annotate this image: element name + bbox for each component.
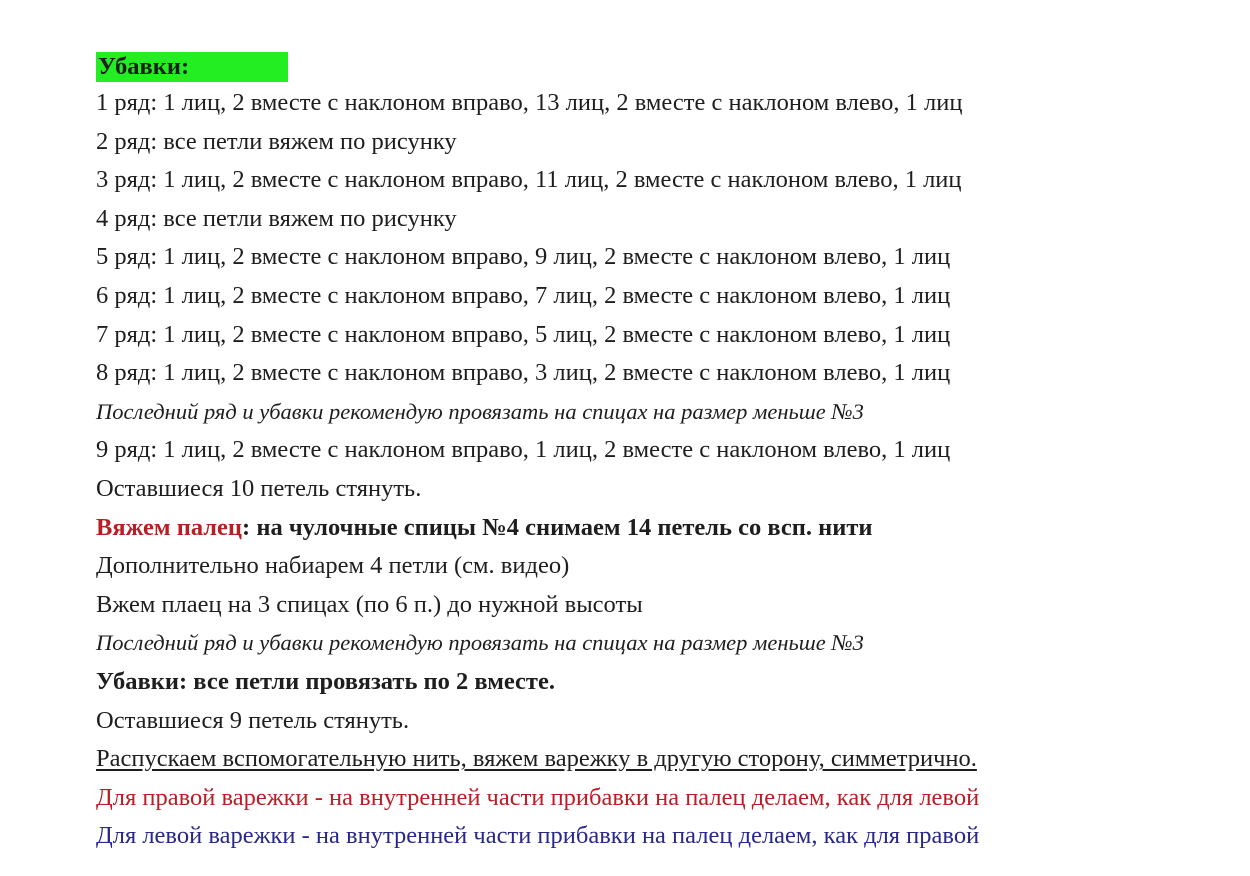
row-7: 7 ряд: 1 лиц, 2 вместе с наклоном вправо, 5 лиц, 2 вместе с наклоном влево, 1 лиц [96,320,951,348]
thumb-text: : на чулочные спицы №4 снимаем 14 петель со всп. нити [242,513,873,541]
decreases-heading: Убавки: [96,52,288,82]
row-8: 8 ряд: 1 лиц, 2 вместе с наклоном вправо, 3 лиц, 2 вместе с наклоном влево, 1 лиц [96,359,951,387]
needle-size-note: Последний ряд и убавки рекомендую провязать на спицах на размер меньше №3 [96,398,864,424]
row-6: 6 ряд: 1 лиц, 2 вместе с наклоном вправо, 7 лиц, 2 вместе с наклоном влево, 1 лиц [96,281,951,309]
row-9: 9 ряд: 1 лиц, 2 вместе с наклоном вправо, 1 лиц, 2 вместе с наклоном влево, 1 лиц [96,436,951,464]
unravel-instruction: Распускаем вспомогательную нить, вяжем варежку в другую сторону, симметрично. [96,745,977,773]
row-5: 5 ряд: 1 лиц, 2 вместе с наклоном вправо, 9 лиц, 2 вместе с наклоном влево, 1 лиц [96,243,951,271]
row-4: 4 ряд: все петли вяжем по рисунку [96,204,457,232]
remaining-10-stitches: Оставшиеся 10 петель стянуть. [96,474,422,502]
thumb-instruction [96,509,1226,548]
row-1: 1 ряд: 1 лиц, 2 вместе с наклоном вправо, 13 лиц, 2 вместе с наклоном влево, 1 лиц [96,89,963,116]
extra-cast-on: Дополнительно набиарем 4 петли (см. видео) [96,552,570,580]
document [96,50,1226,856]
left-mitten-note: Для левой варежки - на внутренней части прибавки на палец делаем, как для правой [96,822,980,850]
heading-line [96,50,1226,84]
right-mitten-note: Для правой варежки - на внутренней части прибавки на палец делаем, как для левой [96,783,980,811]
remaining-9-stitches: Оставшиеся 9 петель стянуть. [96,706,410,734]
thumb-label: Вяжем палец [96,513,243,541]
row-2: 2 ряд: все петли вяжем по рисунку [96,127,457,155]
needle-size-note-2: Последний ряд и убавки рекомендую провязать на спицах на размер меньше №3 [96,630,864,656]
decrease-all: Убавки: все петли провязать по 2 вместе. [96,667,555,695]
knit-thumb: Вжем плаец на 3 спицах (по 6 п.) до нужной высоты [96,590,643,618]
row-3: 3 ряд: 1 лиц, 2 вместе с наклоном вправо, 11 лиц, 2 вместе с наклоном влево, 1 лиц [96,166,962,194]
